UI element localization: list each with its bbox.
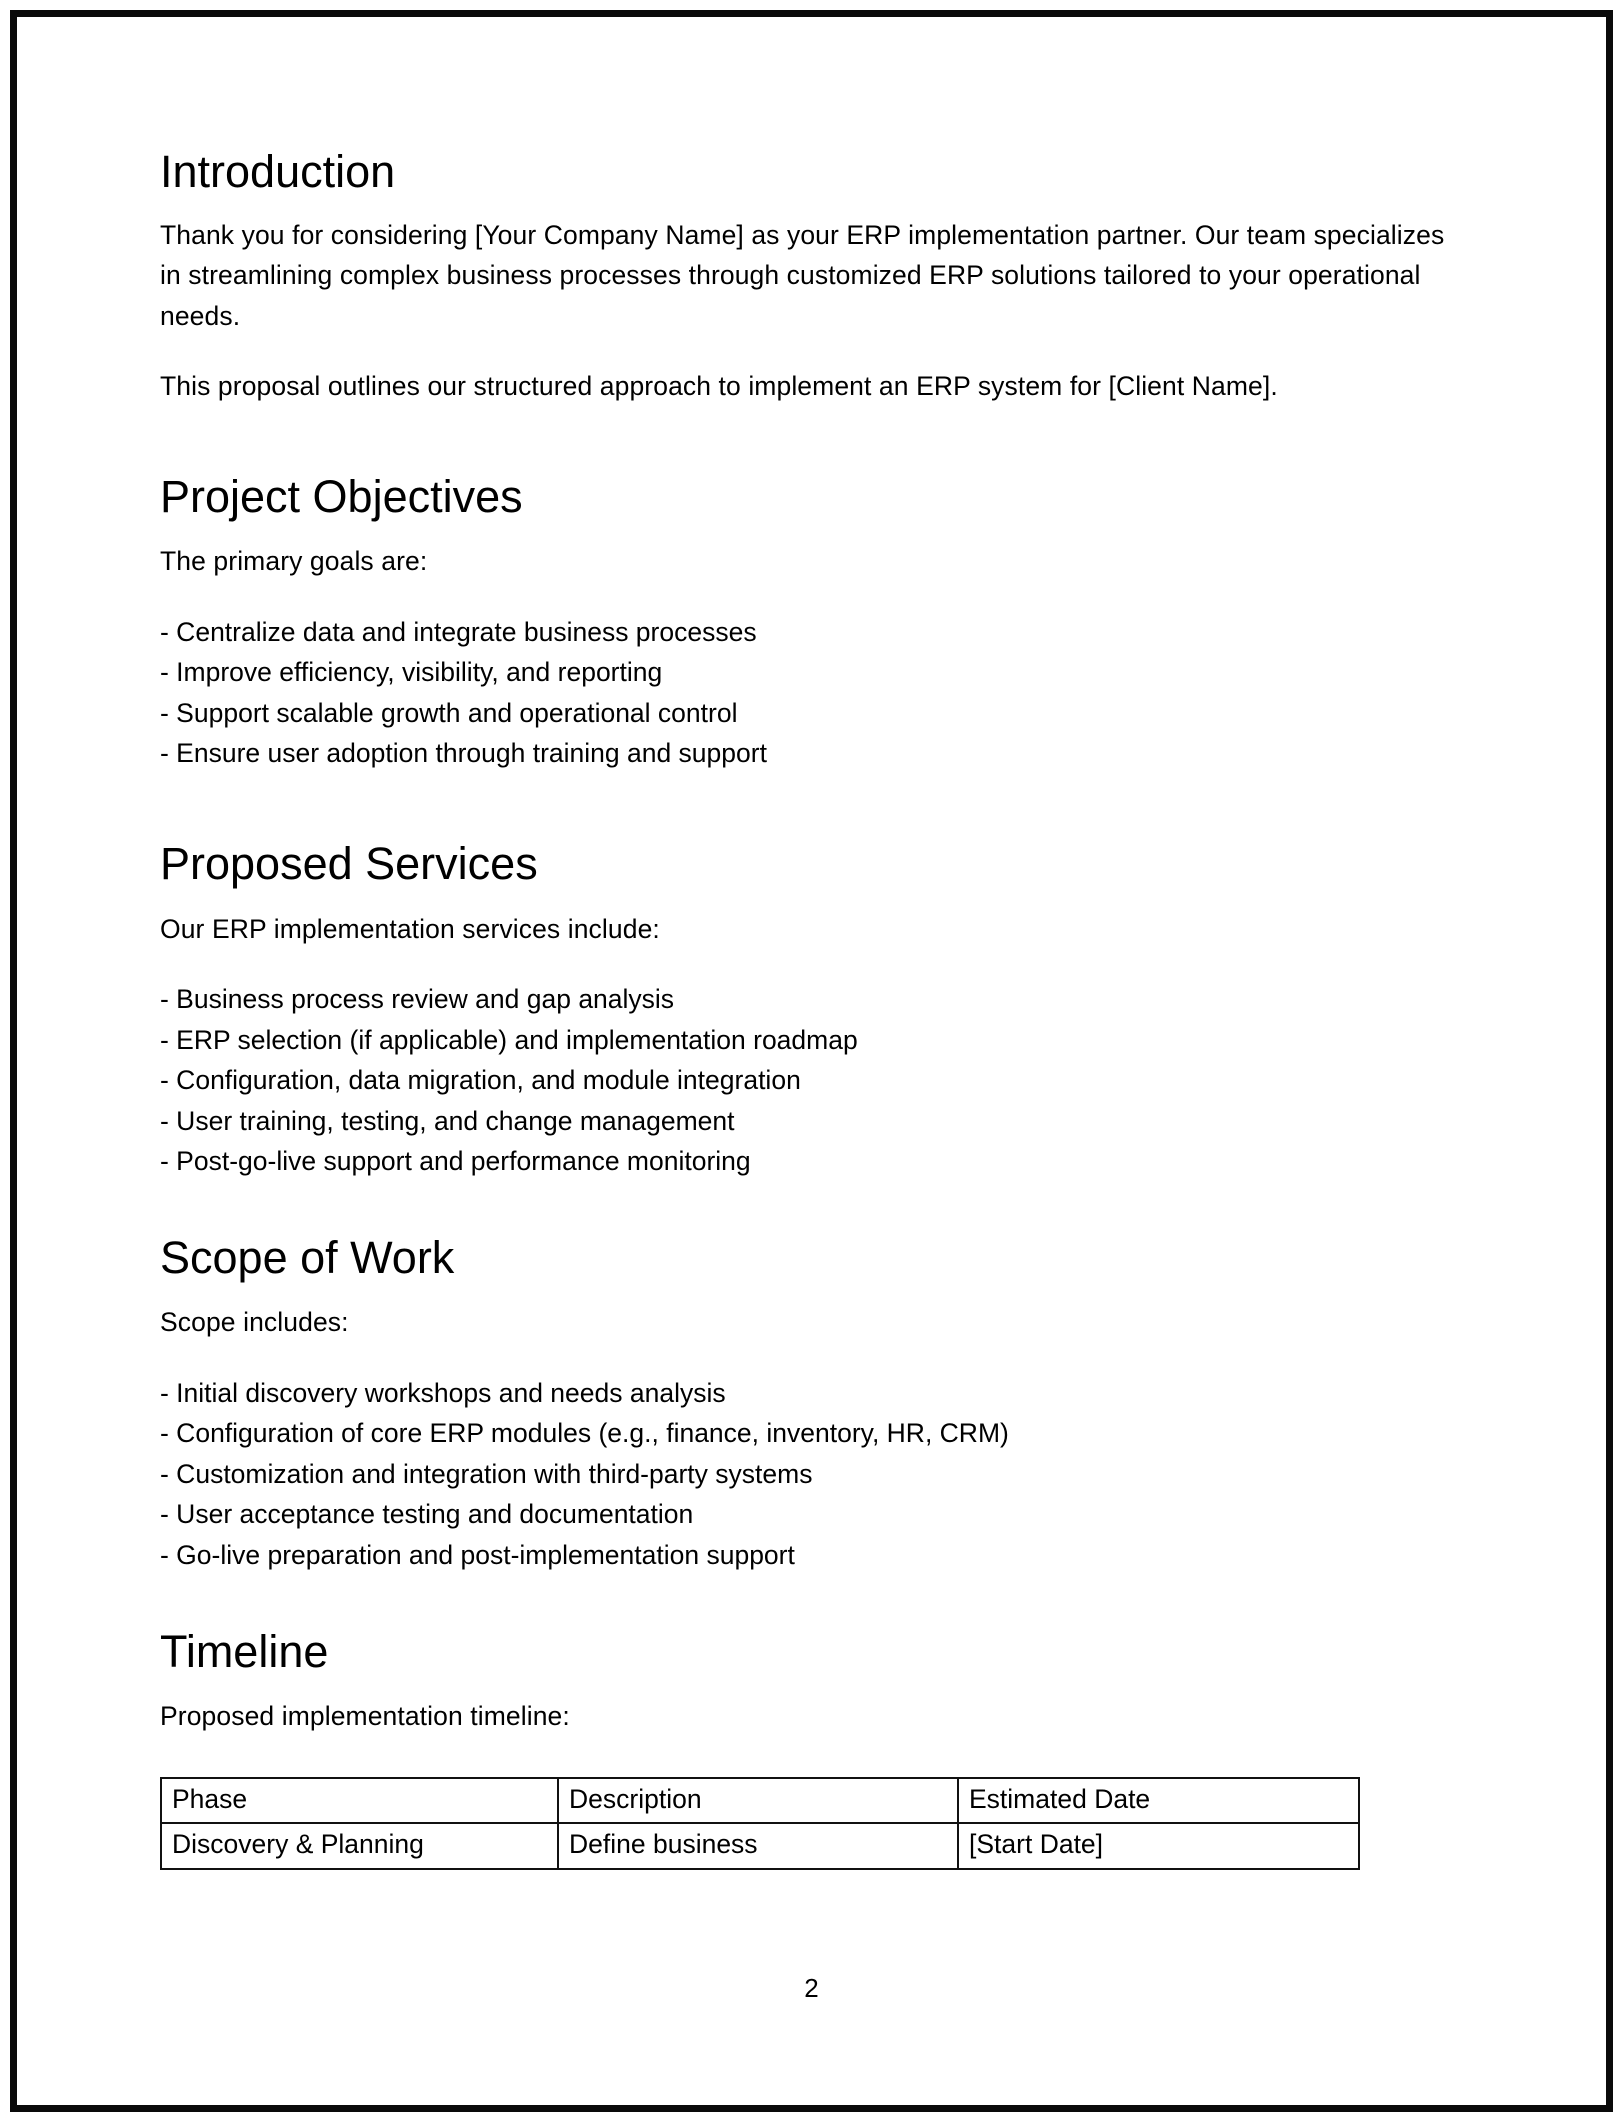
paragraph-spacer xyxy=(160,336,1460,366)
list-item: - Ensure user adoption through training and support xyxy=(160,738,767,769)
heading-project-objectives: Project Objectives xyxy=(160,470,523,522)
list-item: - Configuration, data migration, and module integration xyxy=(160,1065,801,1096)
introduction-paragraph-1: Thank you for considering [Your Company Name] as your ERP implementation partner. Our team specializes in streamlining complex business processes through customized ERP solutions tailored to your operational needs. xyxy=(160,219,1445,331)
list-spacer xyxy=(160,582,1460,612)
list-item: - Go-live preparation and post-implementation support xyxy=(160,1540,795,1570)
timeline-lead: Proposed implementation timeline: xyxy=(160,1701,570,1732)
list-item: - Support scalable growth and operational control xyxy=(160,697,738,728)
introduction-paragraph-2: This proposal outlines our structured approach to implement an ERP system for [Client Name]. xyxy=(160,371,1278,402)
scope-of-work-lead: Scope includes: xyxy=(160,1307,349,1338)
table-header-row xyxy=(161,1778,1359,1824)
section-scope-of-work xyxy=(160,1231,1460,1576)
table-header-cell-estimated-date: Estimated Date xyxy=(958,1778,1359,1824)
list-item: - User training, testing, and change management xyxy=(160,1105,735,1136)
section-spacer xyxy=(160,1576,1460,1628)
list-item: - Business process review and gap analysis xyxy=(160,984,675,1015)
section-spacer xyxy=(160,407,1460,473)
list-item: - Initial discovery workshops and needs analysis xyxy=(160,1377,726,1408)
proposed-services-lead: Our ERP implementation services include: xyxy=(160,913,660,944)
heading-timeline: Timeline xyxy=(160,1625,329,1677)
section-proposed-services xyxy=(160,837,1460,1182)
section-spacer xyxy=(160,1182,1460,1234)
table-row xyxy=(161,1823,1359,1869)
table-header-cell-phase: Phase xyxy=(161,1778,558,1824)
document-content xyxy=(160,148,1460,1870)
list-spacer xyxy=(160,1343,1460,1373)
table-cell-estimated-date: [Start Date] xyxy=(958,1823,1359,1869)
list-item: - ERP selection (if applicable) and implementation roadmap xyxy=(160,1024,858,1055)
heading-scope-of-work: Scope of Work xyxy=(160,1231,455,1283)
table-cell-phase: Discovery & Planning xyxy=(161,1823,558,1869)
list-item: - User acceptance testing and documentation xyxy=(160,1499,694,1530)
section-timeline xyxy=(160,1625,1460,1871)
scope-of-work-list xyxy=(160,1373,1460,1576)
list-item: - Configuration of core ERP modules (e.g., finance, inventory, HR, CRM) xyxy=(160,1418,1009,1449)
table-header-cell-description: Description xyxy=(558,1778,958,1824)
timeline-table xyxy=(160,1777,1360,1871)
heading-proposed-services: Proposed Services xyxy=(160,837,538,889)
list-spacer xyxy=(160,949,1460,979)
list-item: - Post-go-live support and performance monitoring xyxy=(160,1146,751,1177)
page-number: 2 xyxy=(804,1973,819,2003)
proposed-services-list xyxy=(160,979,1460,1182)
list-item: - Centralize data and integrate business processes xyxy=(160,616,757,647)
project-objectives-lead: The primary goals are: xyxy=(160,546,428,577)
section-introduction xyxy=(160,148,1460,407)
section-project-objectives xyxy=(160,470,1460,774)
table-cell-description: Define business xyxy=(558,1823,958,1869)
section-spacer xyxy=(160,774,1460,840)
list-item: - Customization and integration with third-party systems xyxy=(160,1458,813,1489)
project-objectives-list xyxy=(160,612,1460,774)
list-item: - Improve efficiency, visibility, and reporting xyxy=(160,657,663,688)
heading-introduction: Introduction xyxy=(160,146,396,197)
